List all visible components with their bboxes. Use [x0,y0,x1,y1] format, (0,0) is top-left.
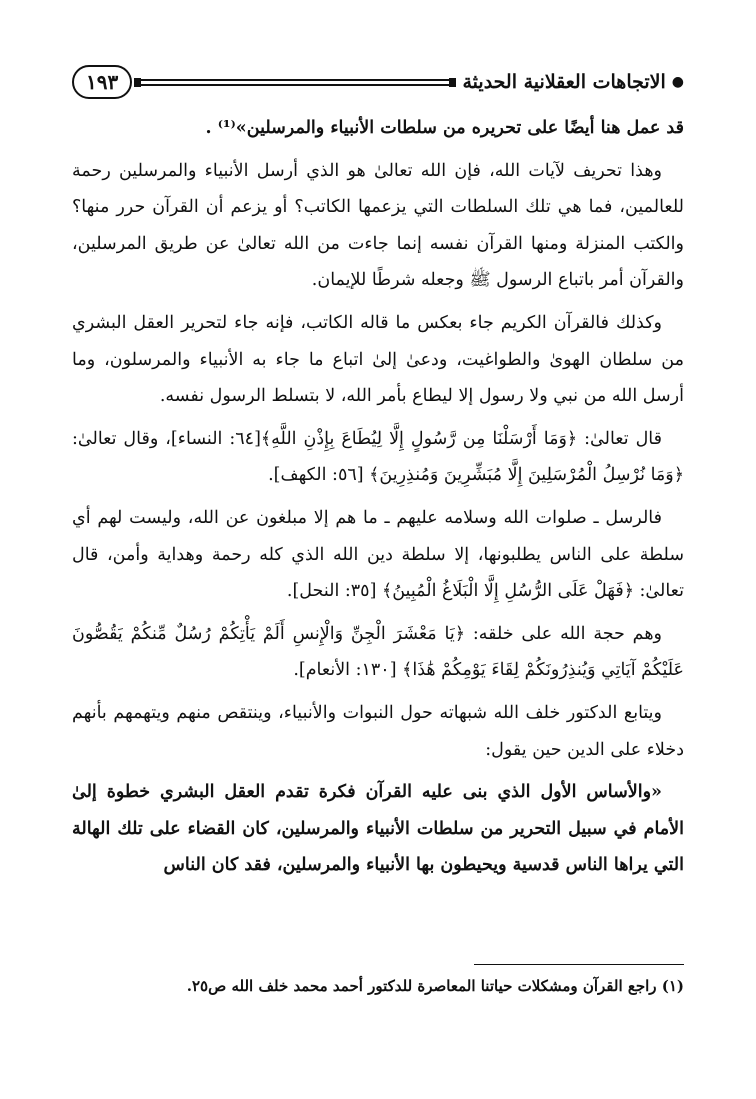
footnote: (١) راجع القرآن ومشكلات حياتنا المعاصرة للدكتور أحمد محمد خلف الله ص٢٥. [186,977,684,995]
paragraph-verse: وهم حجة الله على خلقه: ﴿يَا مَعْشَرَ الْجِنِّ وَالْإِنسِ أَلَمْ يَأْتِكُمْ رُسُلٌ مِّنكُمْ يَقُصُّونَ عَلَيْكُمْ آيَاتِي وَيُنذِرُونَكُمْ لِقَاءَ يَوْمِكُمْ هَٰذَا﴾ [١٣٠: الأنعام]. [72,623,684,681]
rule-lines [141,79,449,86]
rule-block [134,78,141,87]
page-number: ١٩٣ [72,65,132,99]
rule-block [449,78,456,87]
running-header [72,62,684,102]
header-title: الاتجاهات العقلانية الحديثة [462,71,666,93]
paragraph: ويتابع الدكتور خلف الله شبهاته حول النبوات والأنبياء، وينتقص منهم ويتهمهم بأنهم دخلاء على الدين حين يقول: [72,702,684,760]
bullet-icon: ● [671,74,684,90]
header-rule [134,78,456,87]
paragraph: وكذلك فالقرآن الكريم جاء بعكس ما قاله الكاتب، فإنه جاء لتحرير العقل البشري من سلطان الهوىٰ والطواغيت، ودعىٰ إلىٰ اتباع ما جاء به الأنبياء والمرسلون، وما أرسل الله من نبي ولا رسول إلا ليطاع بأمر الله، لا بتسلط الرسول نفسه. [72,312,684,407]
paragraph-verse: قال تعالىٰ: ﴿وَمَا أَرْسَلْنَا مِن رَّسُولٍ إِلَّا لِيُطَاعَ بِإِذْنِ اللَّهِ﴾[٦٤: النساء]، وقال تعالىٰ: ﴿وَمَا نُرْسِلُ الْمُرْسَلِينَ إِلَّا مُبَشِّرِينَ وَمُنذِرِينَ﴾ [٥٦: الكهف]. [72,428,684,486]
paragraph: فالرسل ـ صلوات الله وسلامه عليهم ـ ما هم إلا مبلغون عن الله، وليست لهم أي سلطة على الناس يطلبونها، إلا سلطة دين الله الذي كله رحمة وهداية وأمن، قال تعالىٰ: ﴿فَهَلْ عَلَى الرُّسُلِ إِلَّا الْبَلَاغُ الْمُبِينُ﴾ [٣٥: النحل]. [72,507,684,602]
paragraph: وهذا تحريف لآيات الله، فإن الله تعالىٰ هو الذي أرسل الأنبياء والمرسلين رحمة للعالمين، فما هي تلك السلطات التي يزعمها الكاتب؟ أو يزعم أن القرآن حرر منها؟ والكتب المنزلة ومنها القرآن نفسه إنما جاءت من الله تعالىٰ عن طريق المرسلين، والقرآن أمر باتباع الرسول ﷺ وجعله شرطًا للإيمان. [72,160,684,291]
body-text [72,110,684,884]
paragraph-quote-end: قد عمل هنا أيضًا على تحريره من سلطات الأنبياء والمرسلين»⁽¹⁾ . [205,118,684,138]
footnote-rule [474,964,684,965]
paragraph-quote-start: «والأساس الأول الذي بنى عليه القرآن فكرة تقدم العقل البشري خطوة إلىٰ الأمام في سبيل التحرير من سلطات الأنبياء والمرسلين، كان القضاء على تلك الهالة التي يراها الناس قدسية ويحيطون بها الأنبياء والمرسلين، فقد كان الناس [72,782,684,876]
